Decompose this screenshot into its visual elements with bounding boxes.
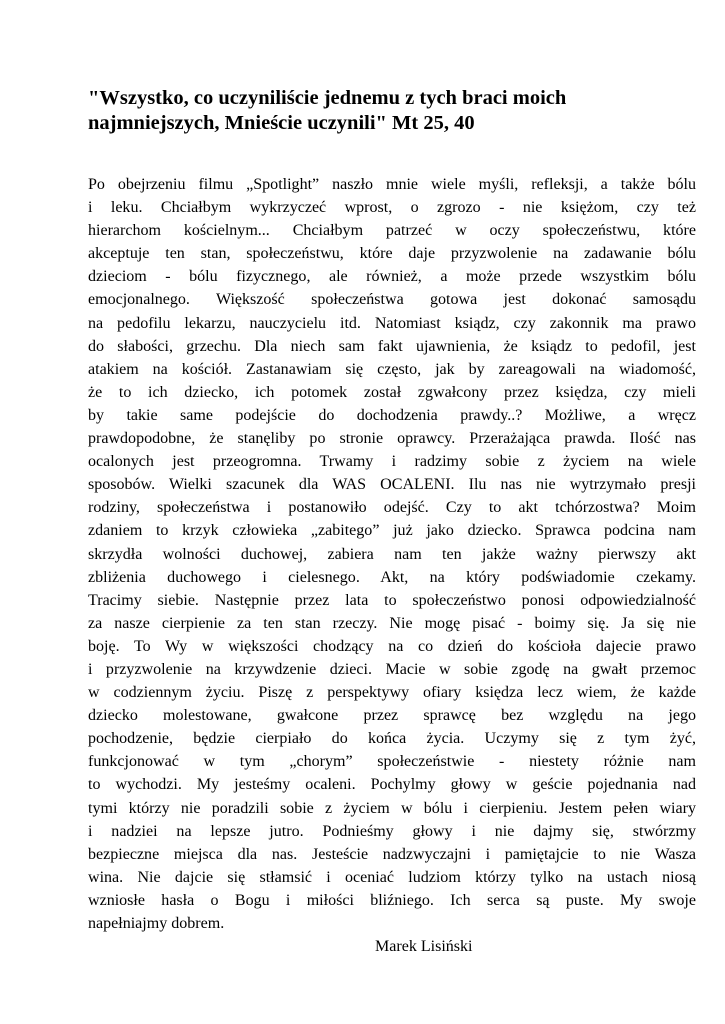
- body-line: i leku. Chciałbym wykrzyczeć wprost, o zgrozo - nie księżom, czy też: [88, 199, 696, 217]
- body-line: za nasze cierpienie za ten stan rzeczy. Nie mogę pisać - boimy się. Ja się nie: [88, 614, 696, 632]
- body-line: Tracimy siebie. Następnie przez lata to społeczeństwo ponosi odpowiedzialność: [88, 591, 696, 609]
- body-line: funkcjonować w tym „chorym” społeczeństwie - niestety różnie nam: [88, 753, 696, 771]
- body-line: i przyzwolenie na krzywdzenie dzieci. Macie w sobie zgodę na gwałt przemoc: [88, 660, 696, 678]
- body-line: zbliżenia duchowego i cielesnego. Akt, na który podświadomie czekamy.: [88, 568, 696, 586]
- body-line: by takie same podejście do dochodzenia prawdy..? Możliwe, a wręcz: [88, 406, 696, 424]
- body-line: skrzydła wolności duchowej, zabiera nam ten jakże ważny pierwszy akt: [88, 545, 696, 563]
- body-line: sposobów. Wielki szacunek dla WAS OCALENI. Ilu nas nie wytrzymało presji: [88, 476, 696, 494]
- body-line: prawdopodobne, że stanęliby po stronie oprawcy. Przerażająca prawda. Ilość nas: [88, 430, 696, 448]
- body-line: że to ich dziecko, ich potomek został zgwałcony przez księdza, czy mieli: [88, 383, 696, 401]
- body-paragraph: [88, 173, 696, 935]
- body-line: tymi którzy nie poradzili sobie z życiem w bólu i cierpieniu. Jestem pełen wiary: [88, 799, 696, 817]
- body-line: na pedofilu lekarzu, nauczycielu itd. Natomiast ksiądz, czy zakonnik ma prawo: [88, 314, 696, 332]
- body-line: akceptuje ten stan, społeczeństwu, które daje przyzwolenie na zadawanie bólu: [88, 245, 696, 263]
- body-line: to wychodzi. My jesteśmy ocaleni. Pochylmy głowy w geście pojednania nad: [88, 776, 696, 794]
- body-line: do słabości, grzechu. Dla niech sam fakt ujawnienia, że ksiądz to pedofil, jest: [88, 337, 696, 355]
- body-line: dzieciom - bólu fizycznego, ale również, a może przede wszystkim bólu: [88, 268, 696, 286]
- title-line-1: "Wszystko, co uczyniliście jednemu z tych braci moich: [88, 87, 567, 109]
- body-line: zdaniem to krzyk człowieka „zabitego” już jako dziecko. Sprawca podcina nam: [88, 522, 696, 540]
- body-line: pochodzenie, będzie cierpiało do końca życia. Uczymy się z tym żyć,: [88, 730, 696, 748]
- body-line: napełniajmy dobrem.: [88, 915, 225, 932]
- body-line: ocalonych jest przeogromna. Trwamy i radzimy sobie z życiem na wiele: [88, 453, 696, 471]
- body-line: bezpieczne miejsca dla nas. Jesteście nadzwyczajni i pamiętajcie to nie Wasza: [88, 845, 696, 863]
- author-signature: Marek Lisiński: [375, 938, 473, 955]
- body-line: w codziennym życiu. Piszę z perspektywy ofiary księdza lecz wiem, że każde: [88, 684, 696, 702]
- body-line: dziecko molestowane, gwałcone przez sprawcę bez względu na jego: [88, 707, 696, 725]
- title-line-2: najmniejszych, Mnieście uczynili" Mt 25, 40: [88, 112, 475, 134]
- body-line: hierarchom kościelnym... Chciałbym patrzeć w oczy społeczeństwu, które: [88, 222, 696, 240]
- body-line: boję. To Wy w większości chodzący na co dzień do kościoła dajecie prawo: [88, 637, 696, 655]
- body-line: wina. Nie dajcie się stłamsić i oceniać ludziom którzy tylko na ustach niosą: [88, 868, 696, 886]
- body-line: rodziny, społeczeństwa i postanowiło odejść. Czy to akt tchórzostwa? Moim: [88, 499, 696, 517]
- body-line: wzniosłe hasła o Bogu i miłości bliźniego. Ich serca są puste. My swoje: [88, 891, 696, 909]
- document-title: [88, 86, 648, 136]
- body-line: Po obejrzeniu filmu „Spotlight” naszło mnie wiele myśli, refleksji, a także bólu: [88, 176, 696, 193]
- body-line: i nadziei na lepsze jutro. Podnieśmy głowy i nie dajmy się, stwórzmy: [88, 822, 696, 840]
- body-line: emocjonalnego. Większość społeczeństwa gotowa jest dokonać samosądu: [88, 291, 696, 309]
- body-line: atakiem na kościół. Zastanawiam się często, jak by zareagowali na wiadomość,: [88, 360, 696, 378]
